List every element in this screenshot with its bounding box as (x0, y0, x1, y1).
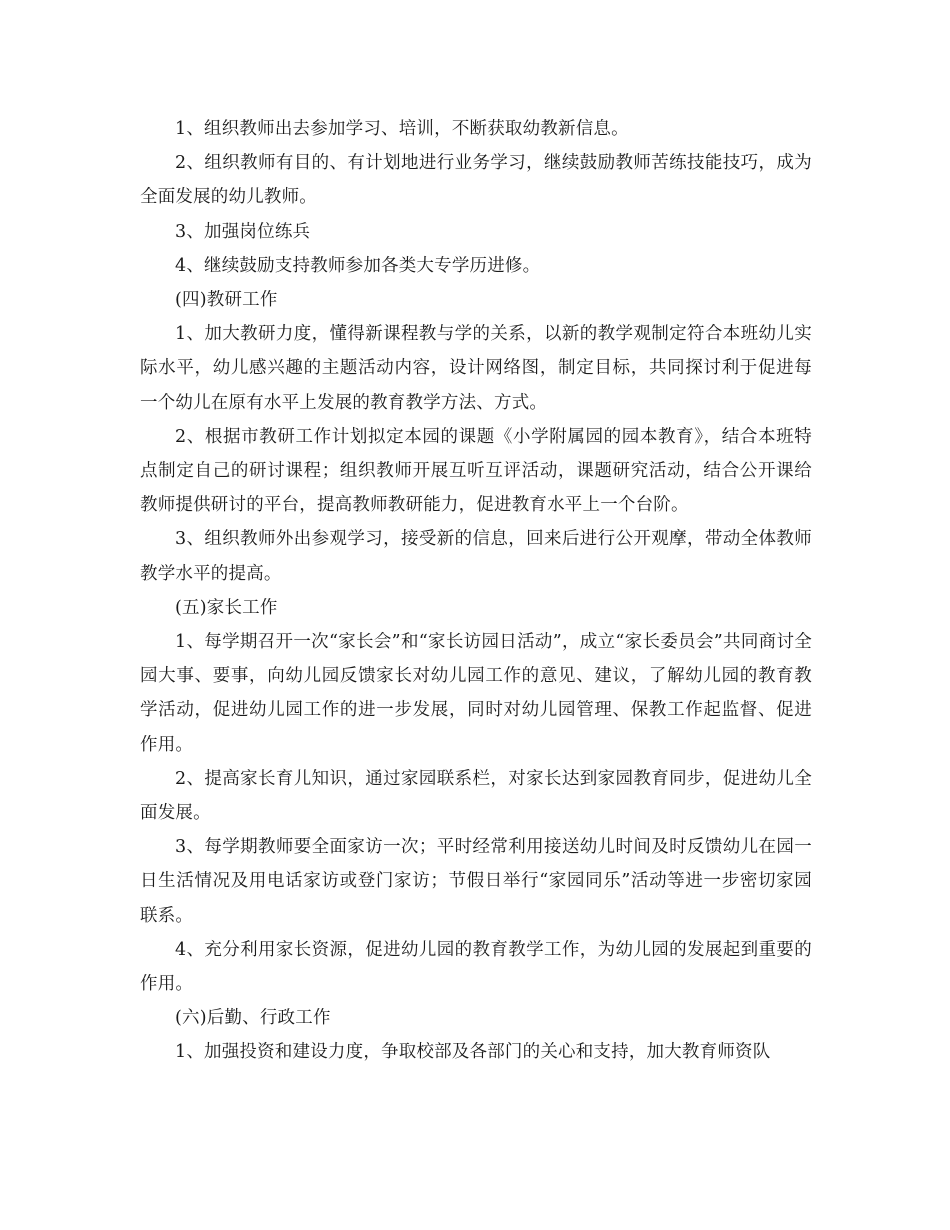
paragraph-1: 1、组织教师出去参加学习、培训，不断获取幼教新信息。 (175, 119, 629, 139)
paragraph-7: 3、组织教师外出参观学习，接受新的信息，回来后进行公开观摩，带动全体教师教学水平的提高。 (140, 529, 812, 584)
paragraph-8: 1、每学期召开一次“家长会”和“家长访园日活动”，成立“家长委员会”共同商讨全园大事、要事，向幼儿园反馈家长对幼儿园工作的意见、建议，了解幼儿园的教育教学活动，促进幼儿园工作的进一步发展，同时对幼儿园管理、保教工作起监督、促进作用。 (140, 632, 812, 755)
paragraph-11: 4、充分利用家长资源，促进幼儿园的教育教学工作，为幼儿园的发展起到重要的作用。 (140, 939, 812, 995)
paragraph-12: 1、加强投资和建设力度，争取校部及各部门的关心和支持，加大教育师资队 (175, 1042, 771, 1063)
section-heading-6: (六)后勤、行政工作 (175, 1008, 331, 1029)
document-body (140, 112, 812, 1070)
section-heading-5: (五)家长工作 (175, 597, 278, 618)
section-heading-4: (四)教研工作 (175, 290, 278, 311)
paragraph-10: 3、每学期教师要全面家访一次；平时经常利用接送幼儿时间及时反馈幼儿在园一日生活情况及用电话家访或登门家访；节假日举行“家园同乐”活动等进一步密切家园联系。 (140, 837, 812, 926)
paragraph-3: 3、加强岗位练兵 (175, 221, 311, 242)
paragraph-4: 4、继续鼓励支持教师参加各类大专学历进修。 (175, 255, 541, 276)
paragraph-5: 1、加大教研力度，懂得新课程教与学的关系，以新的教学观制定符合本班幼儿实际水平，幼儿感兴趣的主题活动内容，设计网络图，制定目标，共同探讨利于促进每一个幼儿在原有水平上发展的教育教学方法、方式。 (140, 324, 812, 413)
paragraph-6: 2、根据市教研工作计划拟定本园的课题《小学附属园的园本教育》，结合本班特点制定自己的研讨课程；组织教师开展互听互评活动，课题研究活动，结合公开课给教师提供研讨的平台，提高教师教研能力，促进教育水平上一个台阶。 (140, 426, 812, 516)
paragraph-2: 2、组织教师有目的、有计划地进行业务学习，继续鼓励教师苦练技能技巧，成为全面发展的幼儿教师。 (140, 153, 812, 208)
paragraph-9: 2、提高家长育儿知识，通过家园联系栏，对家长达到家园教育同步，促进幼儿全面发展。 (140, 768, 812, 824)
